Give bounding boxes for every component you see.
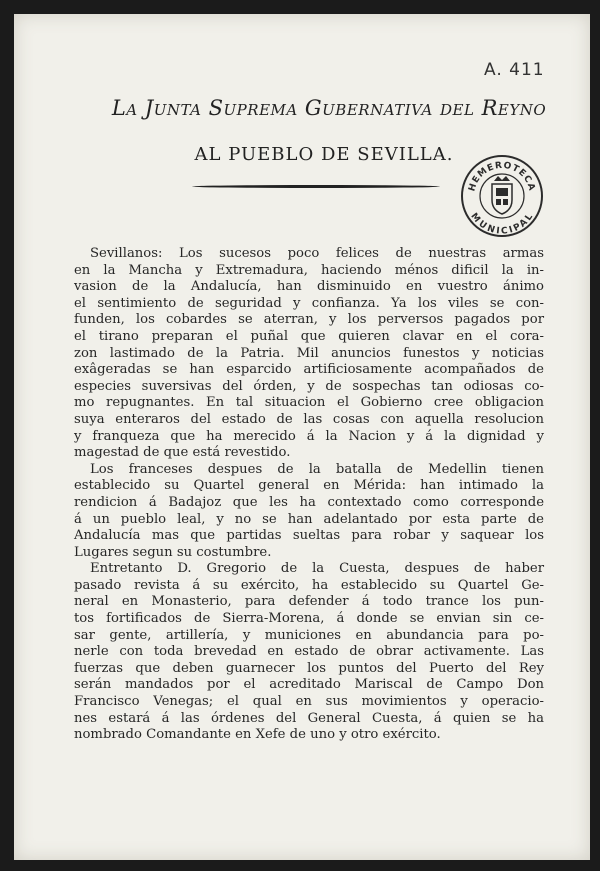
text-line: suya enteraros del estado de las cosas con aquella resolucion: [74, 411, 544, 427]
text-line: nombrado Comandante en Xefe de uno y otro exército.: [74, 727, 441, 743]
text-line: pasado revista á su exército, ha establecido su Quartel Ge-: [74, 577, 544, 593]
svg-text:MUNICIPAL: [468, 211, 535, 236]
archive-reference: A. 411: [484, 60, 545, 80]
text-line: especies suversivas del órden, y de sospechas tan odiosas co-: [74, 378, 544, 394]
paragraph: [74, 462, 544, 562]
text-line: magestad de que está revestido.: [74, 445, 291, 461]
text-line: nerle con toda brevedad en estado de obrar activamente. Las: [74, 644, 544, 660]
text-line: neral en Monasterio, para defender á todo trance los pun-: [74, 594, 544, 610]
paragraph: [74, 561, 544, 744]
text-line: vasion de la Andalucía, han disminuido en vuestro ánimo: [74, 279, 544, 295]
text-line: y franqueza que ha merecido á la Nacion y á la dignidad y: [74, 428, 544, 444]
document-subtitle: AL PUEBLO DE SEVILLA.: [194, 144, 454, 165]
text-line: Andalucía mas que partidas sueltas para robar y saquear los: [74, 528, 544, 544]
title-rule: [192, 185, 440, 188]
text-line: mo repugnantes. En tal situacion el Gobierno cree obligacion: [74, 395, 544, 411]
document-title: La Junta Suprema Gubernativa del Reyno: [111, 96, 547, 120]
text-line: nes estará á las órdenes del General Cuesta, á quien se ha: [74, 710, 544, 726]
text-line: establecido su Quartel general en Mérida: han intimado la: [74, 478, 544, 494]
text-line: Sevillanos: Los sucesos poco felices de nuestras armas: [90, 246, 544, 261]
text-line: el sentimiento de seguridad y confianza. Ya los viles se con-: [74, 295, 544, 311]
document-page: [14, 14, 590, 860]
text-line: rendicion á Badajoz que les ha contextado como corresponde: [74, 494, 544, 510]
text-line: fuerzas que deben guarnecer los puntos del Puerto del Rey: [74, 660, 544, 676]
stamp-text-top: HEMEROTECA: [467, 160, 537, 193]
text-line: Francisco Venegas; el qual en sus movimientos y operacio-: [74, 694, 544, 710]
text-line: Entretanto D. Gregorio de la Cuesta, despues de haber: [90, 561, 544, 577]
svg-text:HEMEROTECA: [467, 161, 536, 193]
coat-of-arms-icon: [492, 176, 512, 214]
text-line: zon lastimado de la Patria. Mil anuncios funestos y noticias: [74, 345, 544, 361]
text-line: Los franceses despues de la batalla de Medellin tienen: [90, 461, 544, 477]
text-line: sar gente, artillería, y municiones en abundancia para po-: [74, 627, 544, 643]
text-line: exâgeradas se han esparcido artificiosamente acompañados de: [74, 362, 544, 378]
text-line: serán mandados por el acreditado Mariscal de Campo Don: [74, 677, 544, 693]
text-line: el tirano preparan el puñal que quieren clavar en el cora-: [74, 328, 544, 344]
text-line: en la Mancha y Extremadura, haciendo ménos dificil la in-: [74, 262, 544, 278]
text-line: funden, los cobardes se aterran, y los perversos pagados por: [74, 312, 544, 328]
text-line: á un pueblo leal, y no se han adelantado por esta parte de: [74, 511, 544, 527]
hemeroteca-stamp: [460, 154, 544, 238]
stamp-text-bottom: MUNICIPAL: [468, 211, 536, 237]
text-line: tos fortificados de Sierra-Morena, á donde se envian sin ce-: [74, 611, 544, 627]
paragraph: [74, 246, 544, 462]
document-body: [74, 246, 544, 744]
text-line: Lugares segun su costumbre.: [74, 544, 272, 560]
